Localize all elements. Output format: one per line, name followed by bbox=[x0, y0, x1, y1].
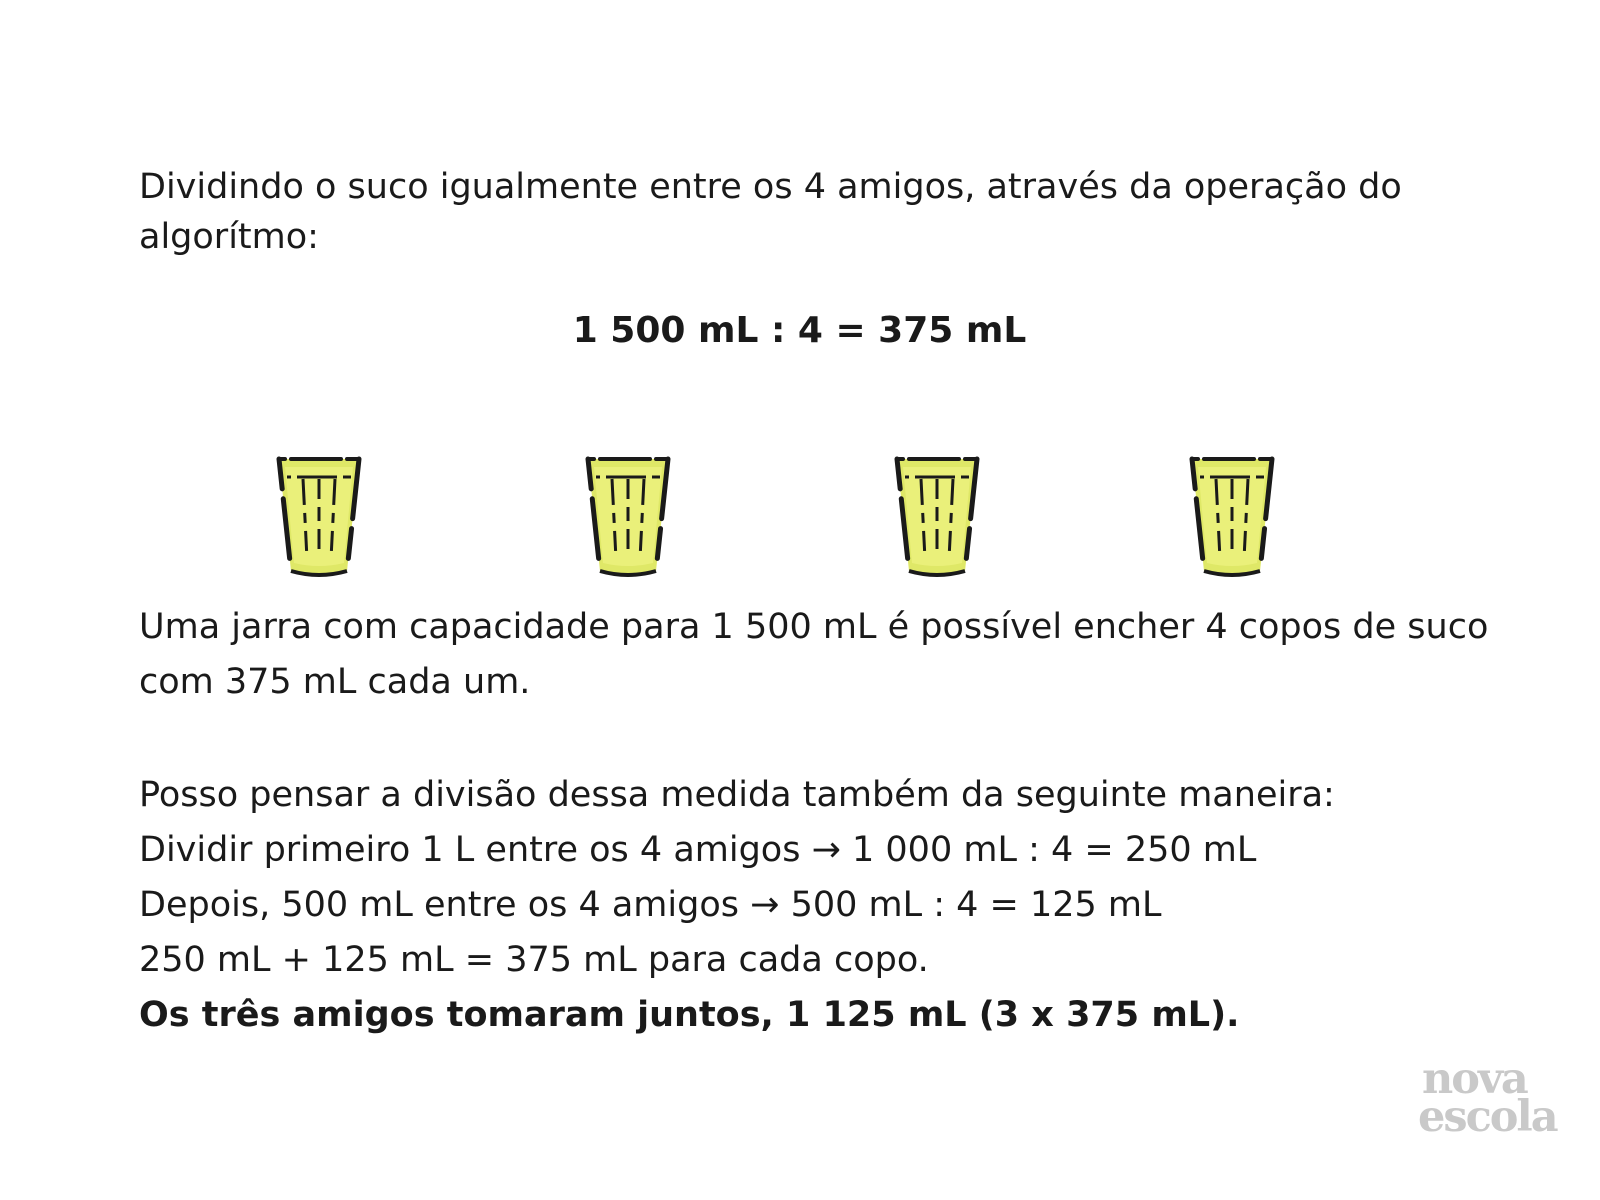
jar-capacity-paragraph: Uma jarra com capacidade para 1 500 mL é possível encher 4 copos de suco com 375 mL cada um. bbox=[139, 607, 1489, 702]
division-equation-text: 1 500 mL : 4 = 375 mL bbox=[572, 310, 1027, 351]
logo-line-nova: nova bbox=[1422, 1054, 1527, 1104]
juice-glass-icon bbox=[273, 455, 365, 580]
juice-glass-icon bbox=[582, 455, 674, 580]
intro-text: Dividindo o suco igualmente entre os 4 amigos, através da operação do algorítmo: bbox=[139, 167, 1402, 257]
division-equation bbox=[0, 306, 1600, 356]
explanation-line: 250 mL + 125 mL = 375 mL para cada copo. bbox=[139, 940, 929, 980]
juice-glass-icon bbox=[1186, 455, 1278, 580]
explanation-line: Depois, 500 mL entre os 4 amigos → 500 mL : 4 = 125 mL bbox=[139, 885, 1162, 925]
explanation-line: Posso pensar a divisão dessa medida também da seguinte maneira: bbox=[139, 775, 1335, 815]
conclusion-line: Os três amigos tomaram juntos, 1 125 mL (3 x 375 mL). bbox=[139, 995, 1240, 1035]
nova-escola-logo bbox=[1418, 1054, 1578, 1142]
explanation-line: Dividir primeiro 1 L entre os 4 amigos → 1 000 mL : 4 = 250 mL bbox=[139, 830, 1257, 870]
division-explanation bbox=[139, 768, 1499, 1043]
juice-glass-icon bbox=[891, 455, 983, 580]
logo-line-escola: escola bbox=[1418, 1092, 1557, 1142]
